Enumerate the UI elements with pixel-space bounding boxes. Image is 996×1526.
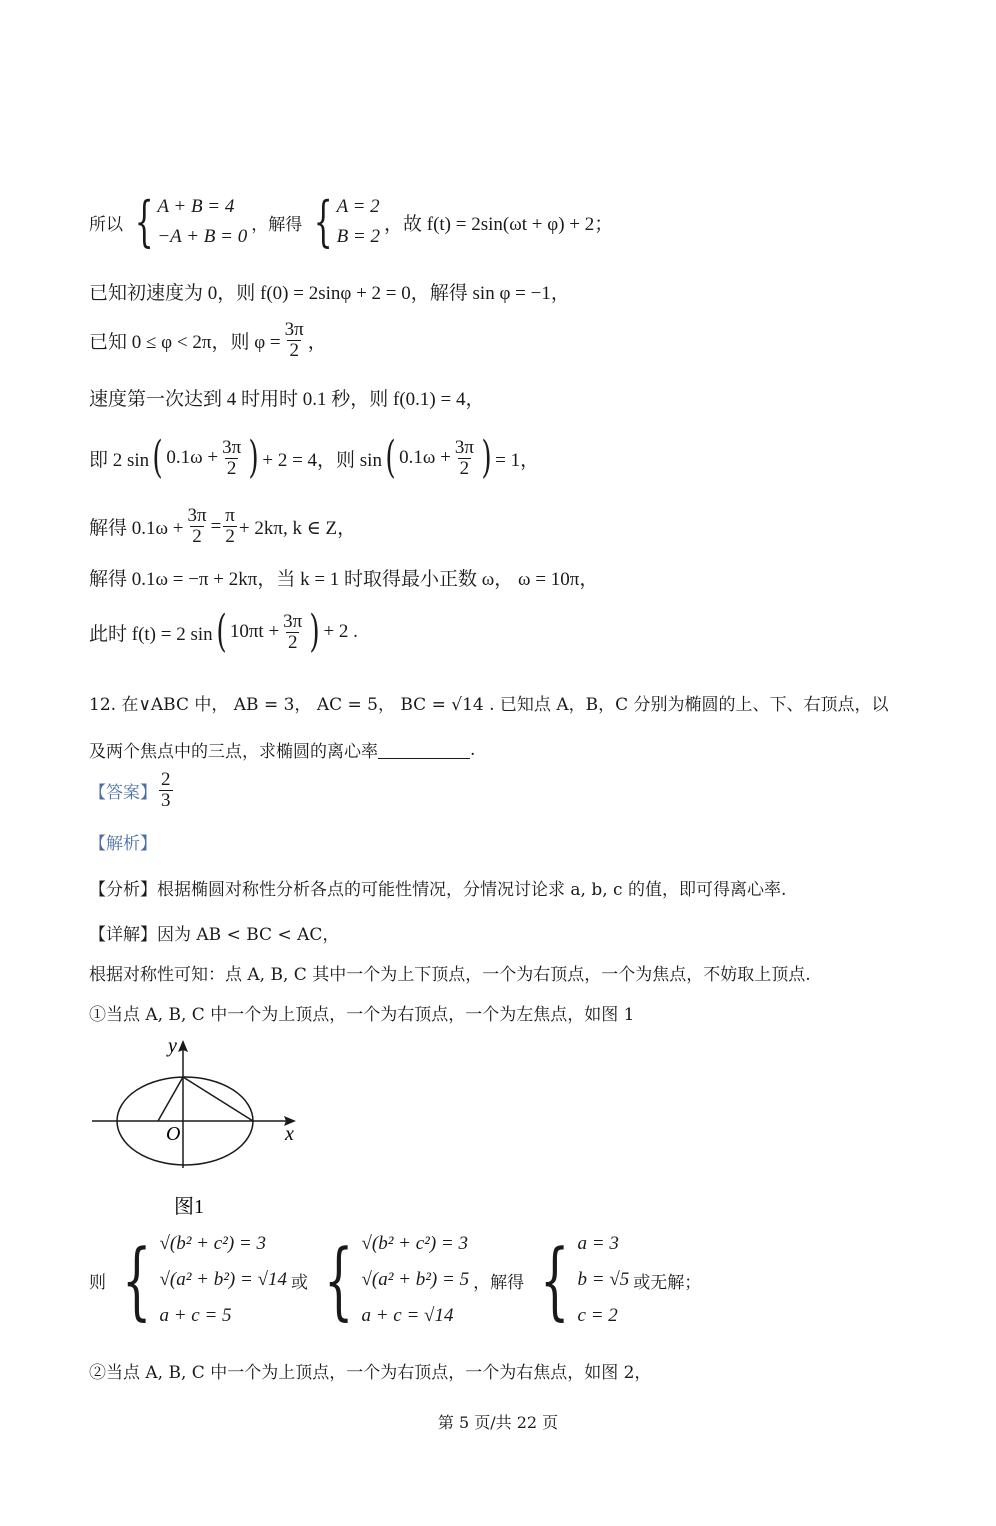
fraction: $\frac{\pi}{2}$ [225,505,235,547]
page-footer: 第 5 页/共 22 页 [437,1413,559,1432]
question-text: 12. 在∨ABC 中， AB = 3， AC = 5， BC = √14 . 已知点 A，B，C 分别为椭圆的上、下、右顶点，以 [89,695,889,715]
fenxi-line [89,875,786,900]
answer-label: 【答案】 [89,783,157,803]
case-1-text: ①当点 A, B, C 中一个为上顶点，一个为右顶点，一个为左焦点，如图 1 [89,1005,635,1025]
text: + 2 . [323,621,358,642]
case-2-text: ②当点 A, B, C 中一个为上顶点，一个为右顶点，一个为右焦点，如图 2， [89,1363,652,1383]
equation-row: A = 2 [336,196,380,217]
text: ， [307,332,327,353]
text: 已知初速度为 0，则 f(0) = 2sinφ + 2 = 0，解得 sin φ = −1， [89,283,570,304]
symmetry-text: 根据对称性可知：点 A, B, C 其中一个为上下顶点，一个为右顶点，一个为焦点，不妨取上顶点. [89,965,811,985]
text: ，故 f(t) = 2sin(ωt + φ) + 2； [384,213,614,235]
question-12-line-1 [89,690,889,715]
fraction: $\frac{3\pi}{2}$ [187,505,207,547]
text: 0.1ω + [399,447,451,468]
question-text: 及两个焦点中的三点，求椭圆的离心率 [89,742,378,762]
detail-text: 【详解】因为 AB < BC < AC， [89,925,340,945]
text: 或无解； [633,1272,702,1293]
equation-row: b = √5 [577,1269,630,1290]
equation-row: √(b² + c²) = 3 [159,1233,267,1254]
xiangjie-line [89,920,339,945]
y-label: y [168,1036,177,1057]
system-3: { a = 3 b = √5 c = 2 [528,1226,629,1334]
fraction: $\frac{3\pi}{2}$ [454,436,474,479]
text: ，解得 [251,214,303,235]
figure-caption: 图1 [174,1196,204,1216]
equation-row: a + c = 5 [159,1305,232,1326]
equation-row: √(a² + b²) = 5 [361,1269,470,1290]
solution-line-5: 即 2 sin ( 0.1ω + $\frac{3\pi}{2}$ ) + 2 = 4，则 sin ( 0.1ω + $\frac{3\pi}{2}$ ) = 1， [89,432,540,483]
equation-row: −A + B = 0 [157,226,248,247]
answer-line [89,770,175,811]
text: 已知 0 ≤ φ < 2π，则 φ = [89,332,281,353]
segment-focus-top [158,1077,183,1121]
text: 或 [291,1272,308,1293]
text: 10πt + [229,621,280,642]
equation-row: a = 3 [577,1233,619,1254]
equation-row: B = 2 [336,226,380,247]
system-1: { √(b² + c²) = 3 √(a² + b²) = √14 a + c = 5 [110,1226,287,1334]
equation-system-1: { A + B = 4 −A + B = 0 [134,190,248,253]
analysis-text: 【分析】根据椭圆对称性分析各点的可能性情况，分情况讨论求 a, b, c 的值，即可得离心率. [89,880,787,900]
text: 速度第一次达到 4 时用时 0.1 秒，则 f(0.1) = 4， [89,389,485,410]
text: 解得 0.1ω = −π + 2kπ，当 k = 1 时取得最小正数 ω， ω = 10π， [89,569,599,590]
text: ，解得 [473,1272,525,1293]
equation-row: A + B = 4 [157,196,235,217]
solution-line-8: 此时 f(t) = 2 sin ( 10πt + $\frac{3\pi}{2}$ ) + 2 . [89,606,358,657]
fraction: $\frac{3\pi}{2}$ [222,436,242,479]
question-12-line-2 [89,737,475,762]
case-2-line [89,1358,651,1383]
equation-row: √(b² + c²) = 3 [361,1233,469,1254]
text: + 2kπ, k ∈ Z， [238,518,357,539]
segment-top-right [183,1077,253,1121]
x-label: x [285,1123,294,1145]
text: 0.1ω + [166,447,219,468]
solution-line-4 [89,384,484,411]
text: 所以 [89,214,123,235]
text: 此时 f(t) = 2 sin [89,623,213,645]
text: 即 2 sin [89,449,150,471]
figure-1-ellipse [88,1036,308,1216]
answer-blank [378,740,470,759]
system-line [89,1226,701,1334]
text: = [210,515,222,537]
equation-system-2: { A = 2 B = 2 [313,190,380,253]
text: + 2 = 4，则 sin [262,449,382,471]
system-2: { √(b² + c²) = 3 √(a² + b²) = 5 a + c = √14 [312,1226,469,1334]
equation-row: a + c = √14 [361,1305,454,1326]
answer-fraction: $\frac{2}{3}$ [161,769,171,811]
symmetry-line [89,960,811,985]
text: 解得 0.1ω + [89,518,184,539]
analysis-label-line [89,829,157,854]
analysis-label: 【解析】 [89,834,157,854]
fraction: $\frac{3\pi}{2}$ [283,610,303,653]
equation-row: √(a² + b²) = √14 [159,1269,287,1290]
equation-row: c = 2 [577,1305,618,1326]
text: 则 [89,1272,106,1293]
origin-label: O [166,1123,181,1145]
case-1-line [89,1000,634,1025]
text: = 1， [495,449,540,471]
solution-line-3 [89,320,327,361]
solution-line-1 [89,192,613,252]
solution-line-2 [89,278,570,305]
solution-line-7 [89,564,598,591]
solution-line-6 [89,506,356,547]
text: . [470,739,476,760]
fraction: $\frac{3\pi}{2}$ [284,319,304,361]
